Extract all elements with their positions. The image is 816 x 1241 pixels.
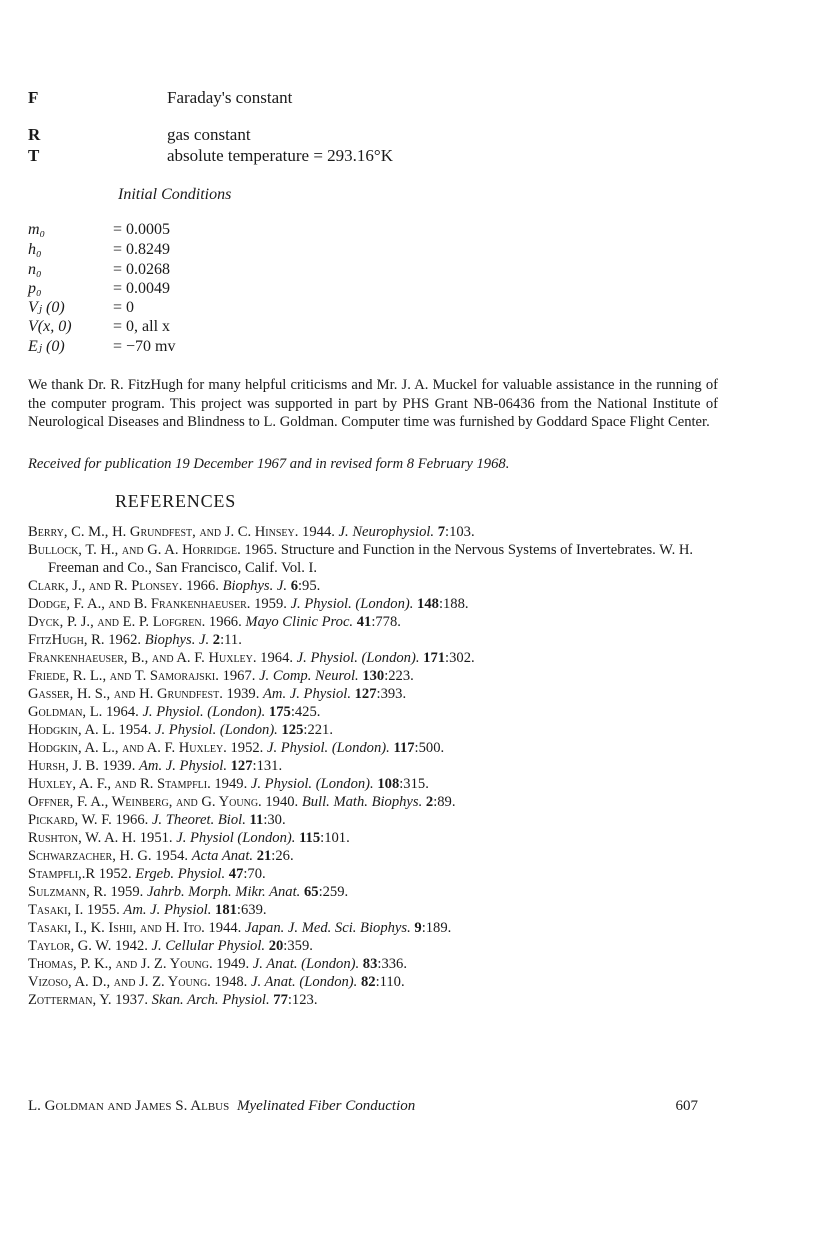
ref-authors: Vizoso, A. D., and J. Z. Young. [28, 974, 211, 990]
ref-volume: 65 [303, 884, 319, 900]
reference-entry [28, 757, 708, 775]
ref-volume: 2 [212, 632, 221, 648]
ref-year: 1951. [136, 830, 177, 846]
footer-authors: L. Goldman and James S. Albus [28, 1098, 230, 1114]
ref-journal: J. Theoret. Biol. [151, 812, 246, 828]
ref-authors: Dodge, F. A., and B. Frankenhaeuser. [28, 596, 251, 612]
ref-authors: Stampfli,.R [28, 866, 96, 882]
ref-pages: :223. [384, 668, 414, 684]
ic-symbol: h₀ [28, 241, 42, 258]
ref-pages: :101. [320, 830, 350, 846]
ic-value: = 0.8249 [113, 241, 171, 258]
symbol-description: gas constant [167, 125, 251, 144]
ref-pages: :30. [263, 812, 286, 828]
ref-journal: Biophys. J. [144, 632, 210, 648]
acknowledgement-paragraph: We thank Dr. R. FitzHugh for many helpful criticisms and Mr. J. A. Muckel for valuable assistance in the running of the computer program. This project was supported in part by PHS Grant NB-06436 from the National Institute of Neurological Diseases and Blindness to L. Goldman. Computer time was furnished by Goddard Space Flight Center. [28, 377, 718, 430]
ref-journal: J. Cellular Physiol. [151, 938, 266, 954]
ref-pages: :259. [318, 884, 349, 900]
ref-pages: :123. [287, 992, 318, 1008]
ref-volume: 21 [256, 848, 272, 864]
reference-entry [28, 793, 708, 811]
ref-pages: :393. [376, 686, 407, 702]
ref-year: 1944. [298, 524, 339, 540]
ref-authors: Dyck, P. J., and E. P. Lofgren. [28, 614, 206, 630]
ref-pages: :778. [371, 614, 401, 630]
ref-volume: 117 [393, 740, 415, 756]
ref-pages: :11. [220, 632, 242, 648]
ref-authors: Bullock, T. H., and G. A. Horridge. [28, 542, 241, 558]
reference-entry [28, 721, 708, 739]
reference-entry [28, 811, 708, 829]
ic-value: = −70 mv [113, 338, 176, 355]
ref-pages: :26. [271, 848, 294, 864]
ref-pages: :336. [377, 956, 407, 972]
ref-journal: J. Comp. Neurol. [259, 668, 359, 684]
ref-pages: :110. [375, 974, 405, 990]
ic-symbol: p₀ [28, 280, 42, 297]
page-number: 607 [675, 1098, 698, 1114]
ref-journal: J. Physiol. (London). [290, 596, 414, 612]
ref-authors: Hodgkin, A. L., and A. F. Huxley. [28, 740, 227, 756]
symbol-row [28, 88, 292, 108]
ref-pages: :221. [303, 722, 333, 738]
reference-entry [28, 775, 708, 793]
ref-volume: 9 [414, 920, 422, 936]
ref-journal: Acta Anat. [191, 848, 254, 864]
footer-title: Myelinated Fiber Conduction [236, 1098, 416, 1114]
reference-entry [28, 919, 708, 937]
reference-entry [28, 973, 708, 991]
reference-entry [28, 649, 708, 667]
ref-journal: Bull. Math. Biophys. [301, 794, 423, 810]
symbol-description: Faraday's constant [167, 88, 293, 107]
ic-value: = 0 [113, 299, 135, 316]
ref-details: 1965. Structure and Function in the Nervous Systems of Invertebrates. W. H. Freeman and Co., San Francisco, Calif. Vol. I. [48, 542, 694, 576]
symbol: F [28, 88, 39, 107]
page-footer [28, 1098, 698, 1115]
ref-volume: 171 [423, 650, 446, 666]
ref-authors: Frankenhaeuser, B., and A. F. Huxley. [28, 650, 257, 666]
ref-volume: 82 [360, 974, 376, 990]
initial-condition-row [28, 337, 176, 357]
ref-journal: J. Physiol. (London). [155, 722, 278, 738]
reference-entry [28, 991, 708, 1009]
reference-entry [28, 883, 708, 901]
reference-entry [28, 523, 708, 541]
ref-authors: Clark, J., and R. Plonsey. [28, 578, 183, 594]
ref-authors: FitzHugh, R. [28, 632, 105, 648]
initial-conditions-title: Initial Conditions [118, 186, 232, 203]
ref-year: 1939. [222, 686, 264, 702]
ref-pages: :315. [399, 776, 429, 792]
initial-condition-row [28, 298, 134, 318]
ic-value: = 0.0049 [113, 280, 171, 297]
reference-entry [28, 703, 708, 721]
ref-pages: :639. [236, 902, 267, 918]
ref-volume: 108 [377, 776, 400, 792]
ref-journal: J. Anat. (London). [250, 974, 358, 990]
ref-authors: Zotterman, Y. [28, 992, 112, 1008]
reference-entry [28, 667, 708, 685]
ref-year: 1954. [151, 848, 192, 864]
ref-year: 1966. [182, 578, 223, 594]
ref-volume: 2 [425, 794, 434, 810]
initial-condition-row [28, 317, 170, 337]
ref-authors: Goldman, L. [28, 704, 103, 720]
ref-journal: Biophys. J. [222, 578, 288, 594]
ref-pages: :189. [421, 920, 452, 936]
ref-volume: 115 [299, 830, 321, 846]
initial-condition-row [28, 220, 170, 240]
ref-year: 1948. [210, 974, 251, 990]
ic-symbol: Eⱼ (0) [28, 338, 65, 355]
symbol-row [28, 125, 251, 145]
symbol-row [28, 146, 393, 166]
reference-entry [28, 685, 708, 703]
reference-entry [28, 901, 708, 919]
reference-entry [28, 595, 708, 613]
ref-year: 1967. [218, 668, 260, 684]
ref-volume: 41 [356, 614, 372, 630]
ref-volume: 181 [215, 902, 237, 918]
ref-journal: J. Physiol. (London). [250, 776, 374, 792]
initial-condition-row [28, 240, 170, 260]
reference-entry [28, 829, 708, 847]
ref-year: 1940. [261, 794, 302, 810]
ref-journal: Jahrb. Morph. Mikr. Anat. [146, 884, 301, 900]
ref-pages: :70. [243, 866, 266, 882]
ic-value: = 0.0005 [113, 221, 171, 238]
ref-volume: 11 [249, 812, 264, 828]
ref-year: 1964. [102, 704, 143, 720]
reference-entry [28, 577, 708, 595]
reference-entry [28, 631, 708, 649]
ic-value: = 0.0268 [113, 261, 171, 278]
ref-journal: J. Physiol. (London). [142, 704, 266, 720]
ref-authors: Tasaki, I., K. Ishii, and H. Ito. [28, 920, 205, 936]
ref-pages: :359. [283, 938, 313, 954]
ref-volume: 6 [290, 578, 298, 594]
ref-authors: Taylor, G. W. [28, 938, 112, 954]
ref-authors: Hodgkin, A. L. [28, 722, 115, 738]
ref-authors: Thomas, P. K., and J. Z. Young. [28, 956, 213, 972]
ref-volume: 83 [362, 956, 378, 972]
reference-entry [28, 937, 708, 955]
ic-symbol: V(x, 0) [28, 318, 72, 335]
ref-year: 1939. [98, 758, 140, 774]
symbol-description: absolute temperature = 293.16°K [167, 146, 393, 165]
ref-year: 1944. [204, 920, 245, 936]
ref-journal: Ergeb. Physiol. [135, 866, 226, 882]
ref-authors: Offner, F. A., Weinberg, and G. Young. [28, 794, 262, 810]
ref-year: 1949. [212, 956, 253, 972]
ref-authors: Pickard, W. F. [28, 812, 112, 828]
ref-year: 1966. [205, 614, 246, 630]
ref-volume: 47 [228, 866, 244, 882]
ref-authors: Schwarzacher, H. G. [28, 848, 152, 864]
symbol: T [28, 146, 40, 165]
ref-authors: Berry, C. M., H. Grundfest, and J. C. Hinsey. [28, 524, 299, 540]
ref-journal: Mayo Clinic Proc. [245, 614, 354, 630]
ref-year: 1959. [250, 596, 291, 612]
reference-entry [28, 955, 708, 973]
reference-entry [28, 739, 708, 757]
ref-authors: Friede, R. L., and T. Samorajski. [28, 668, 219, 684]
ref-year: 1966. [111, 812, 152, 828]
ref-volume: 175 [268, 704, 291, 720]
reference-entry [28, 865, 708, 883]
reference-entry [28, 541, 708, 577]
ref-pages: :188. [438, 596, 469, 612]
ref-pages: :89. [433, 794, 456, 810]
symbol: R [28, 125, 41, 144]
ref-journal: J. Anat. (London). [252, 956, 360, 972]
initial-condition-row [28, 260, 170, 280]
ref-authors: Rushton, W. A. H. [28, 830, 137, 846]
ref-journal: Am. J. Physiol. [123, 902, 212, 918]
ref-year: 1954. [114, 722, 156, 738]
ref-year: 1937. [111, 992, 152, 1008]
ref-authors: Tasaki, I. [28, 902, 84, 918]
ref-pages: :425. [290, 704, 321, 720]
received-note: Received for publication 19 December 1967 and in revised form 8 February 1968. [28, 456, 510, 472]
ref-volume: 127 [354, 686, 377, 702]
ref-year: 1949. [210, 776, 251, 792]
reference-entry [28, 847, 708, 865]
ic-symbol: Vⱼ (0) [28, 299, 65, 316]
reference-entry [28, 613, 708, 631]
ic-value: = 0, all x [113, 318, 171, 335]
ref-volume: 20 [268, 938, 284, 954]
ref-year: 1959. [106, 884, 147, 900]
ref-pages: :302. [445, 650, 475, 666]
ref-journal: Am. J. Physiol. [263, 686, 351, 702]
ref-year: 1955. [83, 902, 124, 918]
ref-pages: :103. [445, 524, 475, 540]
ref-year: 1942. [111, 938, 152, 954]
ref-volume: 7 [437, 524, 446, 540]
ic-symbol: m₀ [28, 221, 46, 238]
ref-volume: 148 [417, 596, 439, 612]
ref-year: 1952. [226, 740, 267, 756]
ref-pages: :131. [252, 758, 283, 774]
ref-journal: J. Neurophysiol. [338, 524, 435, 540]
ref-year: 1952. [95, 866, 136, 882]
ref-journal: J. Physiol. (London). [296, 650, 420, 666]
ref-authors: Gasser, H. S., and H. Grundfest. [28, 686, 223, 702]
ref-pages: :95. [297, 578, 321, 594]
ref-volume: 127 [230, 758, 253, 774]
ref-year: 1964. [256, 650, 297, 666]
ref-authors: Hursh, J. B. [28, 758, 99, 774]
initial-condition-row [28, 279, 170, 299]
ref-authors: Sulzmann, R. [28, 884, 107, 900]
ref-volume: 130 [362, 668, 385, 684]
references-heading: REFERENCES [115, 491, 237, 511]
ref-volume: 77 [273, 992, 288, 1008]
ref-authors: Huxley, A. F., and R. Stampfli. [28, 776, 211, 792]
ref-journal: Japan. J. Med. Sci. Biophys. [244, 920, 411, 936]
ref-pages: :500. [414, 740, 445, 756]
ref-journal: Am. J. Physiol. [139, 758, 227, 774]
ref-journal: J. Physiol (London). [176, 830, 296, 846]
ref-year: 1962. [104, 632, 145, 648]
ref-journal: J. Physiol. (London). [266, 740, 390, 756]
ic-symbol: n₀ [28, 261, 42, 278]
ref-journal: Skan. Arch. Physiol. [151, 992, 270, 1008]
ref-volume: 125 [281, 722, 304, 738]
